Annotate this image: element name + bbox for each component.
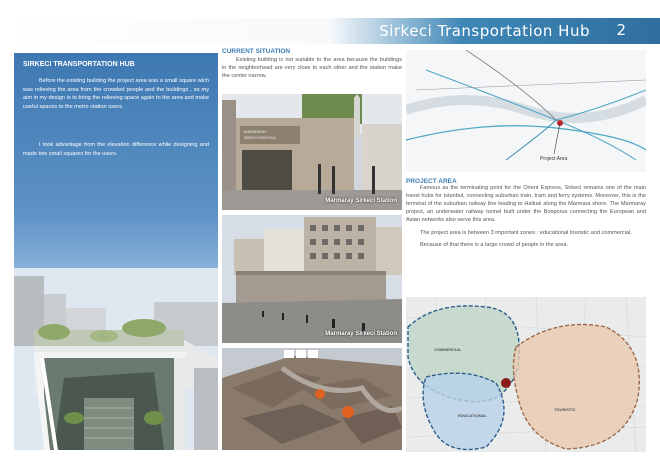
page-title: Sirkeci Transportation Hub <box>379 22 590 40</box>
intro-paragraph-1: Before the existing building the project area was a small square wich was relieving the area from the crowded people and the buildings , so my aim in my design is to bring the relieving space again to the area and make useful spaces to the metro station users. <box>23 78 209 110</box>
transit-map-image <box>406 50 646 172</box>
zone-commercial-label: COMMERCIAL <box>434 347 462 352</box>
intro-paragraph-2: I took advantage from the elevation difference while designing and made two small squares for the users. <box>23 142 209 157</box>
zone-educational-label: EDUCATIONAL <box>458 413 487 418</box>
station-entrance-image <box>222 94 402 210</box>
current-situation-text: Existing building is not suitable to the area because the buildings in the neighborhead are very close to each other and the station make the center narrow. <box>222 57 402 79</box>
station-photo-1 <box>222 94 402 210</box>
project-area-paragraph-3: Because of that there is a large crowd of people in the area. <box>420 242 569 249</box>
intro-title: SIRKECI TRANSPORTATION HUB <box>23 61 135 68</box>
page-number: 2 <box>616 21 626 39</box>
svg-text:SİRKECİ İSTASYONU: SİRKECİ İSTASYONU <box>244 136 276 140</box>
project-area-section <box>406 178 646 250</box>
intro-panel <box>14 53 218 450</box>
current-situation-section <box>222 48 402 80</box>
street-view-image <box>222 215 402 343</box>
aerial-model-image <box>222 348 402 450</box>
design-rendering <box>14 268 218 450</box>
location-map <box>406 50 646 172</box>
aerial-model <box>222 348 402 450</box>
project-area-paragraph-1: Famous as the terminating point for the Orient Express, Sirkeci remains one of the main travel hubs for Istanbul, connecting suburban train, tram and ferry systems. Moreover, this is the terminal of the suburban railway line leading to Halkalı along the Marmara shore. The Marmaray project, an underwater railway tunnel built under the Bosporus connecting the European and Asian networks also serve this area. <box>406 185 646 223</box>
project-area-label: Project Area <box>540 156 568 162</box>
title-bar <box>0 18 660 44</box>
zone-touristic-label: TOURISTIC <box>554 407 576 412</box>
photo-1-caption: Marmaray Sirkeci Station <box>325 198 397 204</box>
photo-2-caption: Marmaray Sirkeci Station <box>325 331 397 337</box>
station-photo-2 <box>222 215 402 343</box>
station-sign: MARMARAY <box>244 129 267 134</box>
zones-map <box>406 297 646 452</box>
current-situation-heading: CURRENT SITUATION <box>222 48 291 55</box>
project-area-paragraph-2: The project area is between 3 important zones : educational touristic and commercial, <box>420 229 632 236</box>
zones-map-image <box>406 297 646 452</box>
project-area-heading: PROJECT AREA <box>406 178 457 185</box>
